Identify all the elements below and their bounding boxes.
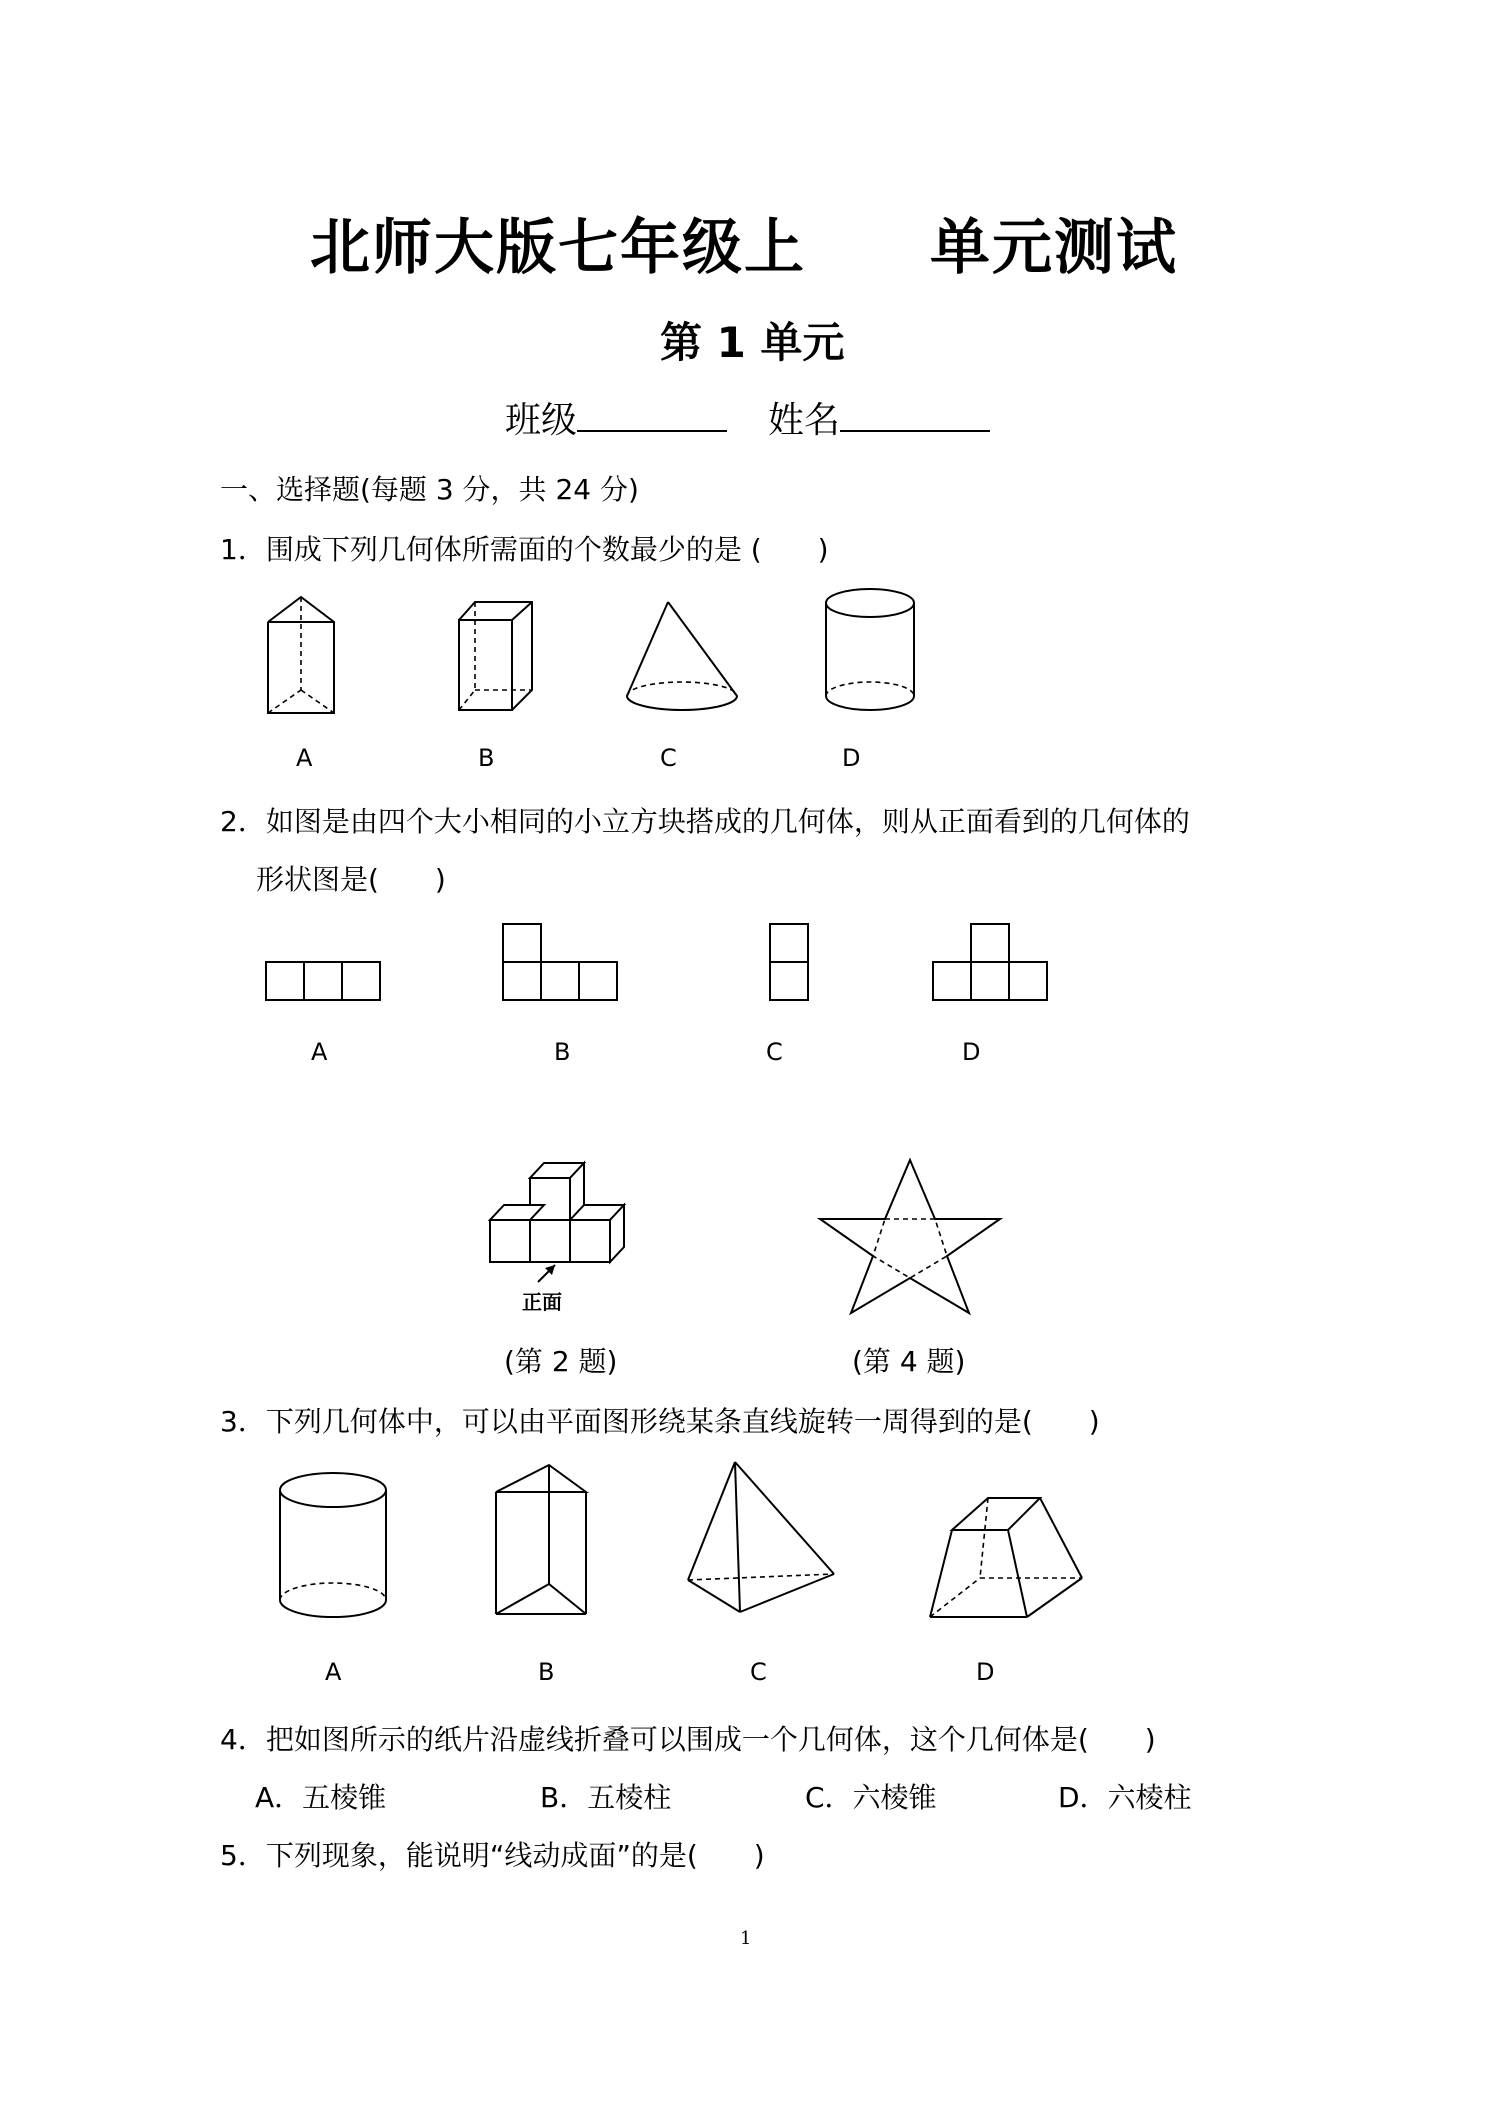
q2-label-a: A bbox=[311, 1038, 328, 1066]
q4-choice-d: D．六棱柱 bbox=[1058, 1781, 1192, 1814]
q3-label-c: C bbox=[750, 1658, 767, 1686]
question-3: 3．下列几何体中，可以由平面图形绕某条直线旋转一周得到的是( ) bbox=[220, 1405, 1100, 1438]
q3-label-d: D bbox=[976, 1658, 995, 1686]
q4-choice-c: C．六棱锥 bbox=[805, 1781, 937, 1814]
question-2-line-2: 形状图是( ) bbox=[256, 863, 446, 896]
question-2-line-1: 2．如图是由四个大小相同的小立方块搭成的几何体，则从正面看到的几何体的 bbox=[220, 805, 1190, 838]
q2-label-c: C bbox=[766, 1038, 783, 1066]
page-number: 1 bbox=[740, 1928, 752, 1949]
unit-subtitle: 第 1 单元 bbox=[660, 318, 845, 367]
q3-label-a: A bbox=[325, 1658, 342, 1686]
caption-q4: (第 4 题) bbox=[852, 1345, 966, 1378]
q4-choice-a: A．五棱锥 bbox=[255, 1781, 387, 1814]
section-heading: 一、选择题(每题 3 分，共 24 分) bbox=[220, 473, 639, 506]
q1-label-c: C bbox=[660, 744, 677, 772]
question-1: 1．围成下列几何体所需面的个数最少的是 ( ) bbox=[220, 533, 829, 566]
question-5: 5．下列现象，能说明“线动成面”的是( ) bbox=[220, 1839, 765, 1872]
class-label: 班级 bbox=[505, 400, 578, 441]
title-left: 北师大版七年级上 bbox=[310, 213, 806, 283]
q3-label-b: B bbox=[538, 1658, 555, 1686]
question-4: 4．把如图所示的纸片沿虚线折叠可以围成一个几何体，这个几何体是( ) bbox=[220, 1723, 1156, 1756]
q2-label-d: D bbox=[962, 1038, 981, 1066]
q1-label-b: B bbox=[478, 744, 495, 772]
q1-label-a: A bbox=[296, 744, 313, 772]
q2-label-b: B bbox=[554, 1038, 571, 1066]
caption-q2: (第 2 题) bbox=[504, 1345, 618, 1378]
q1-label-d: D bbox=[842, 744, 861, 772]
title-right: 单元测试 bbox=[930, 213, 1178, 283]
name-label: 姓名 bbox=[768, 400, 841, 441]
q4-choice-b: B．五棱柱 bbox=[540, 1781, 672, 1814]
front-label: 正面 bbox=[522, 1290, 562, 1314]
